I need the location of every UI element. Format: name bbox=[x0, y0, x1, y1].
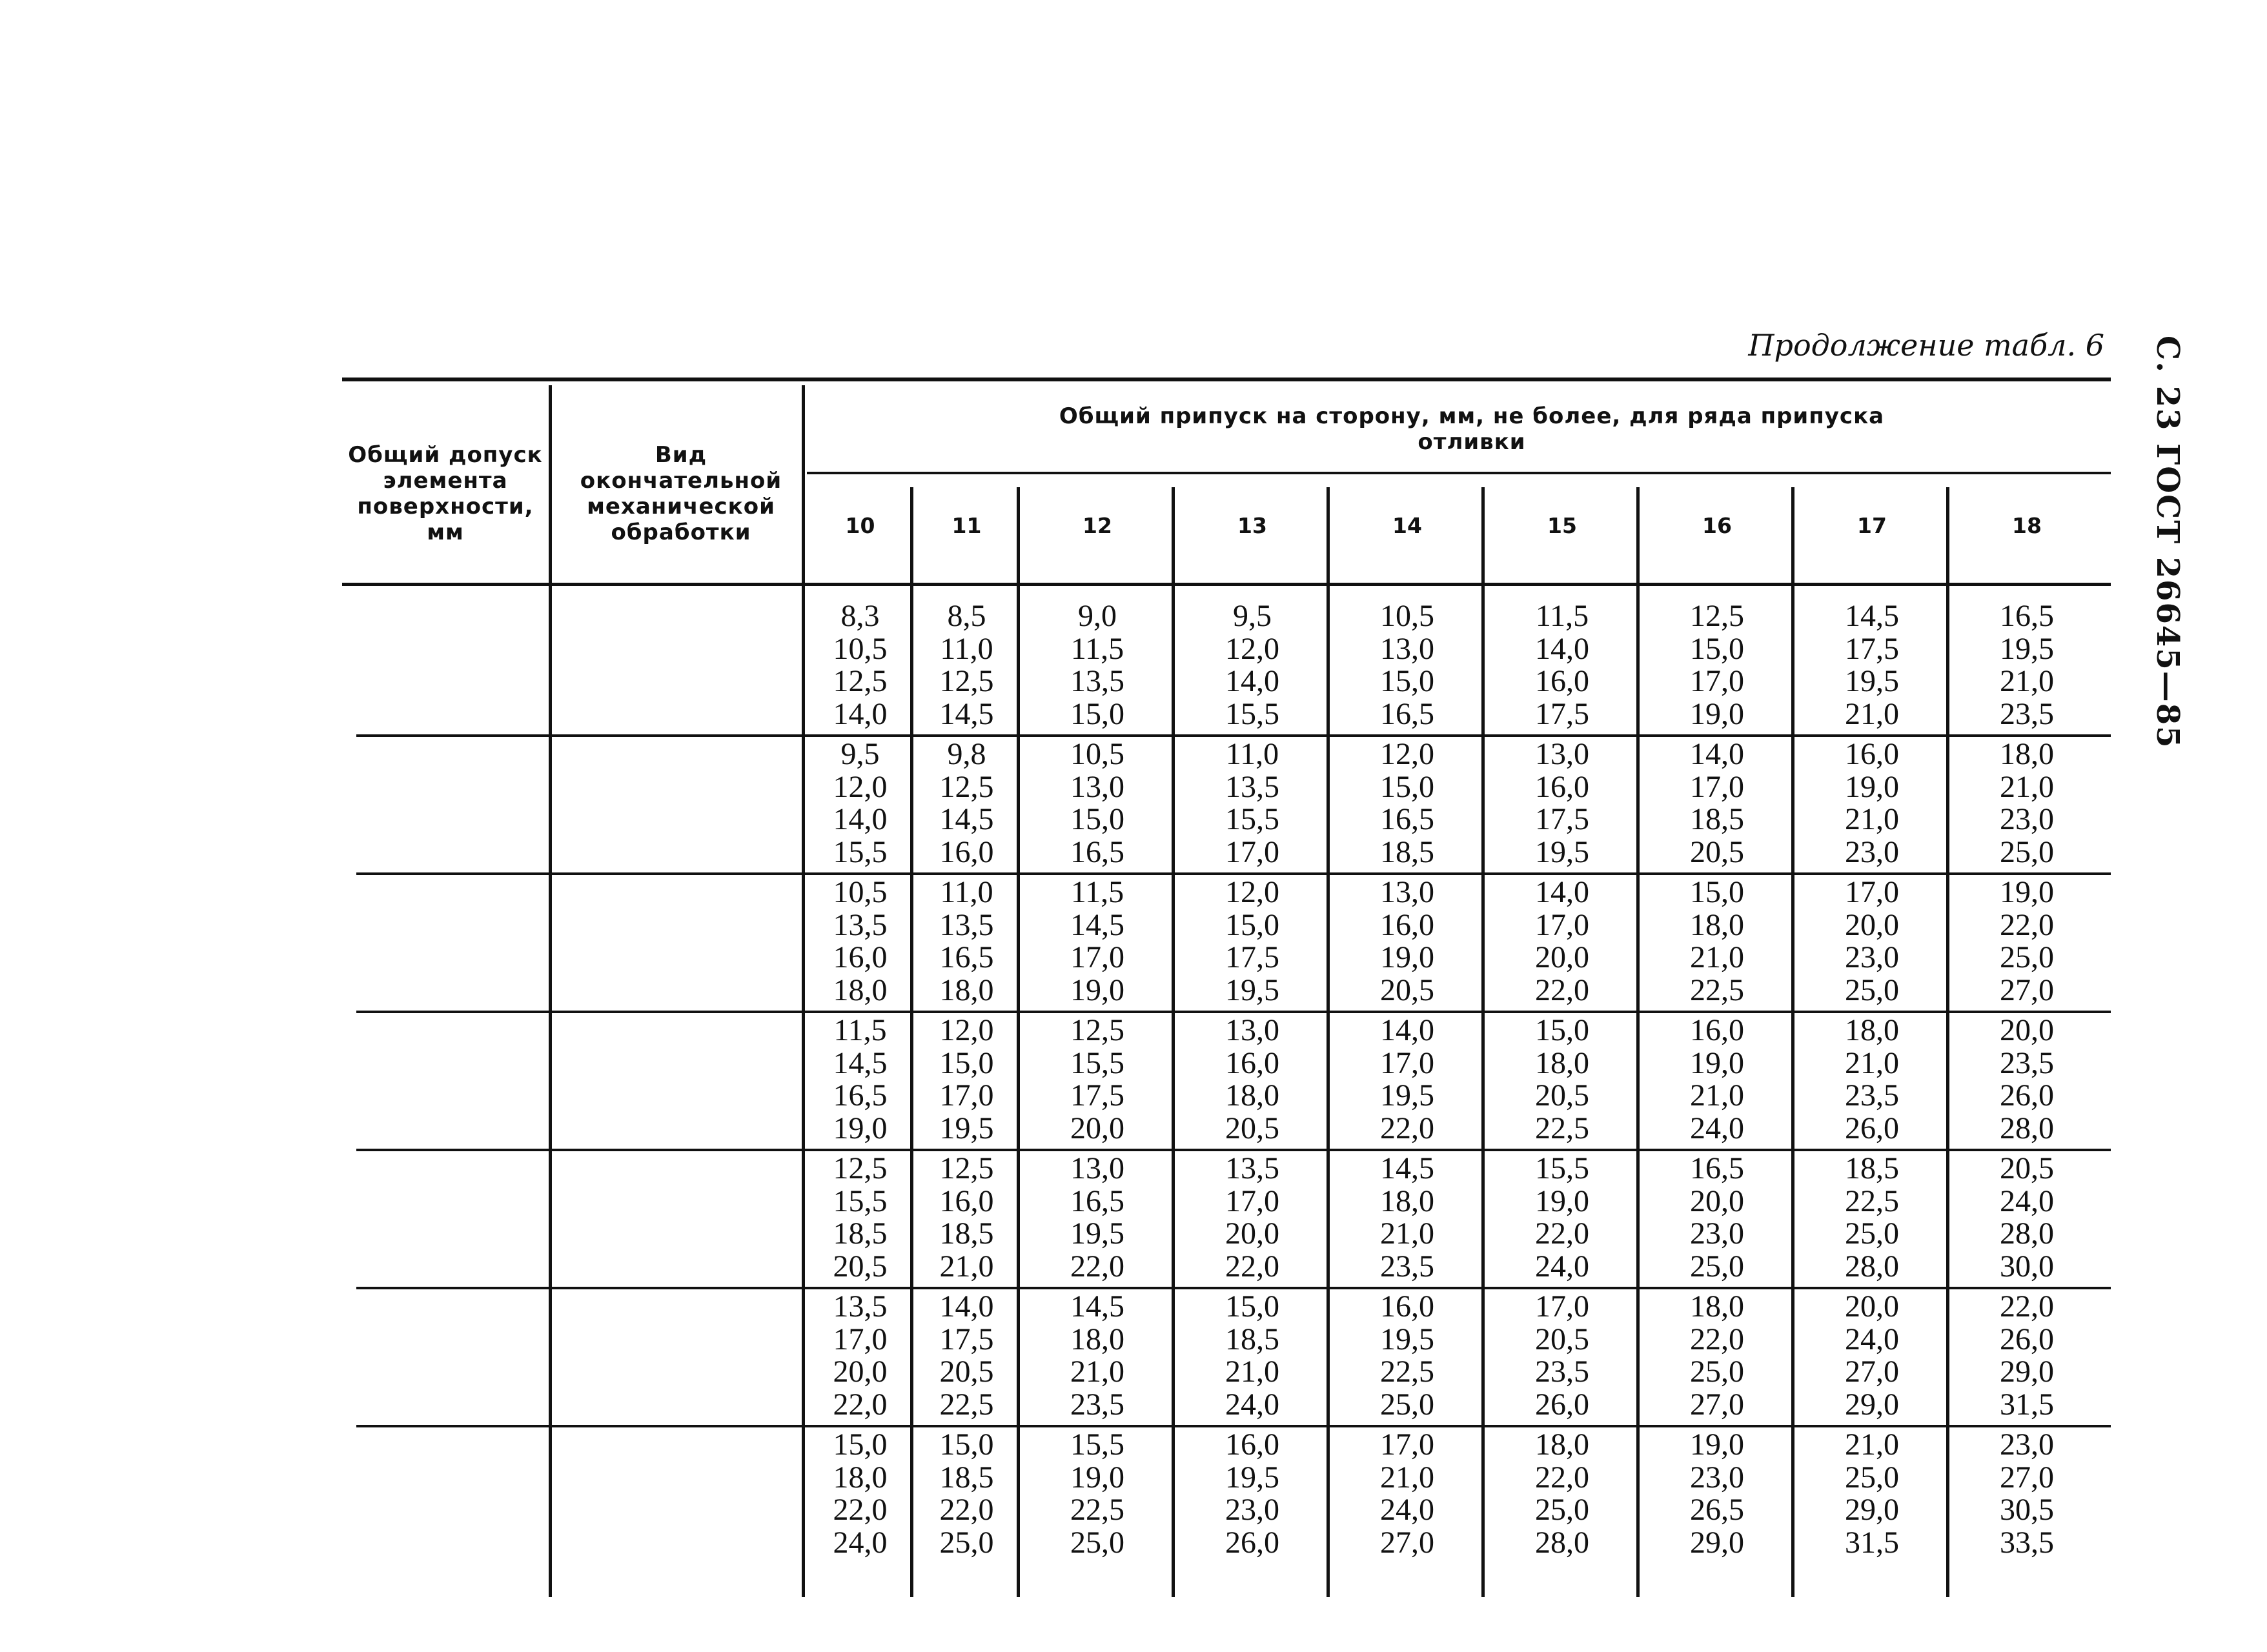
allowance-value: 17,0 bbox=[1845, 875, 1899, 909]
table-caption: Продолжение табл. 6 bbox=[1748, 328, 2104, 363]
allowance-value: 19,0 bbox=[1380, 940, 1434, 974]
allowance-value: 21,0 bbox=[1845, 802, 1899, 836]
allowance-value: 18,5 bbox=[939, 1216, 994, 1251]
allowance-value: 16,0 bbox=[1380, 907, 1434, 942]
allowance-value: 24,0 bbox=[1535, 1249, 1589, 1284]
allowance-value: 14,5 bbox=[833, 1045, 888, 1080]
allowance-value: 22,5 bbox=[1070, 1493, 1124, 1527]
allowance-value: 16,5 bbox=[1690, 1151, 1744, 1185]
allowance-value: 25,0 bbox=[1070, 1525, 1124, 1560]
allowance-value: 22,5 bbox=[939, 1387, 994, 1422]
allowance-value: 23,0 bbox=[1845, 940, 1899, 974]
allowance-value: 23,0 bbox=[2000, 802, 2054, 836]
allowance-value: 19,5 bbox=[1225, 1460, 1279, 1495]
allowance-value: 16,0 bbox=[1535, 769, 1589, 804]
allowance-value: 17,0 bbox=[1535, 907, 1589, 942]
header-tolerance: Общий допуск элемента поверхности, мм bbox=[348, 442, 543, 545]
allowance-value: 24,0 bbox=[1845, 1322, 1899, 1356]
allowance-value: 19,5 bbox=[1380, 1322, 1434, 1356]
allowance-value: 12,5 bbox=[1690, 599, 1744, 633]
allowance-value: 13,5 bbox=[833, 907, 888, 942]
allowance-value: 11,0 bbox=[940, 875, 993, 909]
allowance-value: 27,0 bbox=[1690, 1387, 1744, 1422]
allowance-value: 23,5 bbox=[2000, 1045, 2054, 1080]
series-header: 11 bbox=[951, 513, 982, 538]
allowance-value: 14,5 bbox=[1380, 1151, 1434, 1185]
allowance-value: 28,0 bbox=[1535, 1525, 1589, 1560]
allowance-value: 26,0 bbox=[2000, 1078, 2054, 1113]
allowance-value: 15,0 bbox=[1380, 664, 1434, 698]
allowance-value: 14,0 bbox=[1225, 664, 1279, 698]
allowance-value: 22,0 bbox=[1535, 1216, 1589, 1251]
allowance-value: 13,0 bbox=[1380, 631, 1434, 666]
allowance-value: 17,5 bbox=[1845, 631, 1899, 666]
allowance-value: 15,5 bbox=[1225, 802, 1279, 836]
allowance-value: 12,5 bbox=[833, 1151, 888, 1185]
allowance-value: 15,0 bbox=[1070, 696, 1124, 731]
allowance-value: 9,0 bbox=[1078, 599, 1117, 633]
allowance-value: 13,5 bbox=[833, 1289, 888, 1324]
allowance-value: 22,0 bbox=[1535, 972, 1589, 1007]
allowance-value: 20,5 bbox=[939, 1355, 994, 1389]
allowance-value: 25,0 bbox=[939, 1525, 994, 1560]
allowance-value: 19,0 bbox=[1690, 1045, 1744, 1080]
allowance-value: 22,0 bbox=[1070, 1249, 1124, 1284]
allowance-value: 27,0 bbox=[2000, 972, 2054, 1007]
allowance-value: 17,5 bbox=[1225, 940, 1279, 974]
allowance-value: 11,0 bbox=[940, 631, 993, 666]
allowance-value: 14,0 bbox=[833, 696, 888, 731]
allowance-value: 31,5 bbox=[2000, 1387, 2054, 1422]
allowance-value: 24,0 bbox=[833, 1525, 888, 1560]
allowance-value: 18,5 bbox=[1380, 834, 1434, 869]
allowance-value: 25,0 bbox=[1690, 1249, 1744, 1284]
allowance-value: 23,0 bbox=[1845, 834, 1899, 869]
allowance-value: 18,5 bbox=[939, 1460, 994, 1495]
allowance-value: 18,5 bbox=[833, 1216, 888, 1251]
allowance-value: 11,0 bbox=[1225, 737, 1279, 771]
allowance-value: 16,0 bbox=[1690, 1013, 1744, 1047]
allowance-value: 25,0 bbox=[1690, 1355, 1744, 1389]
allowance-value: 8,3 bbox=[840, 599, 880, 633]
allowance-value: 15,0 bbox=[1535, 1013, 1589, 1047]
allowance-value: 14,0 bbox=[1535, 631, 1589, 666]
allowance-value: 21,0 bbox=[1845, 696, 1899, 731]
allowance-value: 15,0 bbox=[939, 1427, 994, 1462]
allowance-value: 22,5 bbox=[1845, 1184, 1899, 1218]
allowance-value: 21,0 bbox=[2000, 769, 2054, 804]
allowance-value: 17,0 bbox=[833, 1322, 888, 1356]
allowance-value: 28,0 bbox=[1845, 1249, 1899, 1284]
allowance-value: 16,5 bbox=[1380, 802, 1434, 836]
allowance-value: 33,5 bbox=[2000, 1525, 2054, 1560]
allowance-value: 19,5 bbox=[1380, 1078, 1434, 1113]
allowance-value: 24,0 bbox=[2000, 1184, 2054, 1218]
allowance-value: 22,0 bbox=[833, 1387, 888, 1422]
allowance-value: 20,5 bbox=[1380, 972, 1434, 1007]
allowance-value: 16,0 bbox=[833, 940, 888, 974]
allowance-value: 26,5 bbox=[1690, 1493, 1744, 1527]
allowance-value: 13,5 bbox=[1225, 1151, 1279, 1185]
allowance-value: 11,5 bbox=[1535, 599, 1589, 633]
allowance-value: 14,0 bbox=[1380, 1013, 1434, 1047]
allowance-value: 20,5 bbox=[1535, 1322, 1589, 1356]
allowance-value: 19,0 bbox=[833, 1111, 888, 1145]
allowance-value: 12,0 bbox=[1225, 631, 1279, 666]
allowance-value: 31,5 bbox=[1845, 1525, 1899, 1560]
allowance-value: 23,0 bbox=[1225, 1493, 1279, 1527]
allowance-value: 10,5 bbox=[833, 875, 888, 909]
allowance-value: 17,5 bbox=[1070, 1078, 1124, 1113]
allowance-value: 22,5 bbox=[1380, 1355, 1434, 1389]
allowance-value: 17,0 bbox=[1535, 1289, 1589, 1324]
allowance-value: 21,0 bbox=[1225, 1355, 1279, 1389]
header-bottom-rule bbox=[342, 583, 2111, 586]
allowance-value: 15,0 bbox=[1690, 631, 1744, 666]
allowance-value: 26,0 bbox=[2000, 1322, 2054, 1356]
header-machining: Вид окончательной механической обработки bbox=[580, 442, 782, 545]
allowance-value: 21,0 bbox=[1845, 1427, 1899, 1462]
allowance-value: 14,5 bbox=[939, 802, 994, 836]
allowance-value: 16,0 bbox=[1845, 737, 1899, 771]
allowance-value: 17,0 bbox=[1380, 1427, 1434, 1462]
allowance-value: 17,5 bbox=[939, 1322, 994, 1356]
allowance-value: 29,0 bbox=[1690, 1525, 1744, 1560]
series-header: 18 bbox=[2012, 513, 2042, 538]
allowance-value: 22,5 bbox=[1690, 972, 1744, 1007]
allowance-value: 17,5 bbox=[1535, 802, 1589, 836]
allowance-value: 12,5 bbox=[939, 664, 994, 698]
allowance-value: 15,5 bbox=[1070, 1427, 1124, 1462]
allowance-value: 16,0 bbox=[1225, 1045, 1279, 1080]
allowance-value: 8,5 bbox=[947, 599, 986, 633]
allowance-value: 19,0 bbox=[1070, 972, 1124, 1007]
allowance-value: 18,0 bbox=[1535, 1045, 1589, 1080]
allowance-value: 14,0 bbox=[1690, 737, 1744, 771]
allowance-value: 20,0 bbox=[1690, 1184, 1744, 1218]
allowance-value: 19,0 bbox=[1845, 769, 1899, 804]
allowance-value: 22,0 bbox=[1535, 1460, 1589, 1495]
allowance-value: 11,5 bbox=[1070, 631, 1124, 666]
allowance-value: 21,0 bbox=[1690, 1078, 1744, 1113]
allowance-value: 15,0 bbox=[1070, 802, 1124, 836]
allowance-value: 16,5 bbox=[1070, 834, 1124, 869]
allowance-value: 25,0 bbox=[2000, 834, 2054, 869]
allowance-value: 25,0 bbox=[1380, 1387, 1434, 1422]
allowance-value: 18,0 bbox=[833, 1460, 888, 1495]
allowance-value: 20,5 bbox=[1535, 1078, 1589, 1113]
allowance-value: 15,0 bbox=[1380, 769, 1434, 804]
allowance-value: 16,0 bbox=[1225, 1427, 1279, 1462]
allowance-value: 13,0 bbox=[1070, 1151, 1124, 1185]
allowance-value: 23,5 bbox=[1845, 1078, 1899, 1113]
allowance-value: 19,0 bbox=[1535, 1184, 1589, 1218]
series-header: 10 bbox=[845, 513, 875, 538]
allowance-value: 12,0 bbox=[1225, 875, 1279, 909]
allowance-value: 18,0 bbox=[1535, 1427, 1589, 1462]
allowance-value: 11,5 bbox=[833, 1013, 887, 1047]
allowance-value: 29,0 bbox=[1845, 1493, 1899, 1527]
allowance-value: 19,5 bbox=[1070, 1216, 1124, 1251]
allowance-value: 22,0 bbox=[939, 1493, 994, 1527]
allowance-value: 13,0 bbox=[1225, 1013, 1279, 1047]
allowance-value: 12,0 bbox=[833, 769, 888, 804]
allowance-value: 14,0 bbox=[833, 802, 888, 836]
allowance-value: 23,5 bbox=[1070, 1387, 1124, 1422]
allowance-value: 18,0 bbox=[939, 972, 994, 1007]
allowance-value: 28,0 bbox=[2000, 1216, 2054, 1251]
allowance-value: 16,0 bbox=[1535, 664, 1589, 698]
allowance-value: 18,0 bbox=[1845, 1013, 1899, 1047]
allowance-value: 17,0 bbox=[1225, 1184, 1279, 1218]
allowance-value: 28,0 bbox=[2000, 1111, 2054, 1145]
allowance-value: 19,0 bbox=[1070, 1460, 1124, 1495]
allowance-value: 25,0 bbox=[1845, 972, 1899, 1007]
allowance-value: 18,5 bbox=[1845, 1151, 1899, 1185]
allowance-value: 20,0 bbox=[1535, 940, 1589, 974]
allowance-value: 12,5 bbox=[833, 664, 888, 698]
allowance-value: 16,0 bbox=[1380, 1289, 1434, 1324]
allowance-value: 20,5 bbox=[1690, 834, 1744, 869]
col-rule-machining bbox=[802, 385, 805, 1597]
allowance-value: 19,5 bbox=[1225, 972, 1279, 1007]
allowance-value: 29,0 bbox=[1845, 1387, 1899, 1422]
allowance-value: 23,5 bbox=[2000, 696, 2054, 731]
allowance-value: 23,0 bbox=[1690, 1216, 1744, 1251]
allowance-value: 18,0 bbox=[1070, 1322, 1124, 1356]
allowance-value: 9,8 bbox=[947, 737, 986, 771]
page-side-label: С. 23 ГОСТ 26645—85 bbox=[2150, 336, 2186, 749]
allowance-value: 10,5 bbox=[833, 631, 888, 666]
allowance-value: 16,5 bbox=[2000, 599, 2054, 633]
allowance-value: 13,5 bbox=[939, 907, 994, 942]
allowance-value: 23,5 bbox=[1535, 1355, 1589, 1389]
allowance-value: 17,0 bbox=[1380, 1045, 1434, 1080]
allowance-value: 26,0 bbox=[1535, 1387, 1589, 1422]
allowance-value: 19,0 bbox=[1690, 696, 1744, 731]
allowance-value: 14,0 bbox=[939, 1289, 994, 1324]
header-allowance: Общий припуск на сторону, мм, не более, для ряда припуска отливки bbox=[1059, 403, 1885, 455]
allowance-value: 15,5 bbox=[1535, 1151, 1589, 1185]
allowance-value: 25,0 bbox=[1845, 1216, 1899, 1251]
allowance-value: 30,0 bbox=[2000, 1249, 2054, 1284]
allowance-value: 23,0 bbox=[1690, 1460, 1744, 1495]
allowance-value: 19,5 bbox=[1535, 834, 1589, 869]
allowance-value: 14,5 bbox=[939, 696, 994, 731]
allowance-value: 26,0 bbox=[1845, 1111, 1899, 1145]
allowance-value: 15,0 bbox=[1225, 907, 1279, 942]
series-header: 14 bbox=[1392, 513, 1422, 538]
allowance-value: 18,5 bbox=[1690, 802, 1744, 836]
allowance-value: 15,5 bbox=[1225, 696, 1279, 731]
allowance-value: 14,5 bbox=[1070, 1289, 1124, 1324]
allowance-value: 21,0 bbox=[1845, 1045, 1899, 1080]
allowance-value: 27,0 bbox=[1845, 1355, 1899, 1389]
allowance-value: 23,5 bbox=[1380, 1249, 1434, 1284]
allowance-value: 16,0 bbox=[939, 1184, 994, 1218]
allowance-value: 21,0 bbox=[2000, 664, 2054, 698]
allowance-value: 13,0 bbox=[1535, 737, 1589, 771]
allowance-value: 20,0 bbox=[1070, 1111, 1124, 1145]
subheader-rule bbox=[807, 472, 2111, 474]
allowance-value: 25,0 bbox=[1535, 1493, 1589, 1527]
allowance-value: 23,0 bbox=[2000, 1427, 2054, 1462]
allowance-value: 20,5 bbox=[1225, 1111, 1279, 1145]
allowance-value: 18,0 bbox=[1690, 907, 1744, 942]
allowance-value: 20,0 bbox=[2000, 1013, 2054, 1047]
series-header: 15 bbox=[1547, 513, 1577, 538]
allowance-value: 18,0 bbox=[1380, 1184, 1434, 1218]
allowance-value: 20,0 bbox=[1845, 907, 1899, 942]
allowance-value: 21,0 bbox=[939, 1249, 994, 1284]
series-header: 17 bbox=[1857, 513, 1887, 538]
allowance-value: 18,0 bbox=[1225, 1078, 1279, 1113]
allowance-value: 19,0 bbox=[2000, 875, 2054, 909]
allowance-value: 12,0 bbox=[1380, 737, 1434, 771]
allowance-value: 22,0 bbox=[833, 1493, 888, 1527]
allowance-value: 21,0 bbox=[1380, 1216, 1434, 1251]
allowance-value: 9,5 bbox=[1233, 599, 1272, 633]
allowance-value: 14,5 bbox=[1070, 907, 1124, 942]
allowance-value: 16,5 bbox=[833, 1078, 888, 1113]
allowance-value: 9,5 bbox=[840, 737, 880, 771]
allowance-value: 24,0 bbox=[1690, 1111, 1744, 1145]
allowance-value: 12,5 bbox=[1070, 1013, 1124, 1047]
allowance-value: 12,5 bbox=[939, 769, 994, 804]
allowance-value: 13,5 bbox=[1225, 769, 1279, 804]
allowance-value: 11,5 bbox=[1070, 875, 1124, 909]
allowance-value: 20,5 bbox=[833, 1249, 888, 1284]
allowance-value: 21,0 bbox=[1070, 1355, 1124, 1389]
allowance-value: 17,5 bbox=[1535, 696, 1589, 731]
allowance-value: 21,0 bbox=[1380, 1460, 1434, 1495]
allowance-value: 10,5 bbox=[1070, 737, 1124, 771]
allowance-value: 25,0 bbox=[2000, 940, 2054, 974]
allowance-value: 22,0 bbox=[1380, 1111, 1434, 1145]
allowance-value: 25,0 bbox=[1845, 1460, 1899, 1495]
allowance-value: 24,0 bbox=[1225, 1387, 1279, 1422]
allowance-value: 15,0 bbox=[939, 1045, 994, 1080]
series-header: 12 bbox=[1083, 513, 1112, 538]
series-header: 16 bbox=[1702, 513, 1732, 538]
allowance-value: 15,0 bbox=[1225, 1289, 1279, 1324]
allowance-value: 20,5 bbox=[2000, 1151, 2054, 1185]
allowance-value: 20,0 bbox=[1845, 1289, 1899, 1324]
allowance-value: 29,0 bbox=[2000, 1355, 2054, 1389]
allowance-value: 15,0 bbox=[1690, 875, 1744, 909]
allowance-value: 22,0 bbox=[2000, 1289, 2054, 1324]
allowance-value: 17,0 bbox=[1690, 664, 1744, 698]
allowance-value: 13,5 bbox=[1070, 664, 1124, 698]
allowance-value: 19,0 bbox=[1690, 1427, 1744, 1462]
allowance-value: 16,5 bbox=[1070, 1184, 1124, 1218]
allowance-value: 18,0 bbox=[2000, 737, 2054, 771]
allowance-value: 20,0 bbox=[833, 1355, 888, 1389]
allowance-value: 12,5 bbox=[939, 1151, 994, 1185]
allowance-value: 19,5 bbox=[939, 1111, 994, 1145]
allowance-value: 18,0 bbox=[1690, 1289, 1744, 1324]
col-rule-tolerance bbox=[549, 385, 552, 1597]
allowance-value: 17,0 bbox=[1225, 834, 1279, 869]
allowance-value: 13,0 bbox=[1380, 875, 1434, 909]
allowance-value: 19,5 bbox=[1845, 664, 1899, 698]
allowance-value: 26,0 bbox=[1225, 1525, 1279, 1560]
allowance-value: 21,0 bbox=[1690, 940, 1744, 974]
allowance-value: 17,0 bbox=[1690, 769, 1744, 804]
allowance-value: 15,5 bbox=[1070, 1045, 1124, 1080]
allowance-value: 17,0 bbox=[1070, 940, 1124, 974]
allowance-value: 16,5 bbox=[939, 940, 994, 974]
allowance-value: 16,0 bbox=[939, 834, 994, 869]
allowance-value: 30,5 bbox=[2000, 1493, 2054, 1527]
allowance-value: 22,5 bbox=[1535, 1111, 1589, 1145]
allowance-value: 22,0 bbox=[2000, 907, 2054, 942]
allowance-value: 14,0 bbox=[1535, 875, 1589, 909]
allowance-table bbox=[342, 378, 2111, 1597]
allowance-value: 18,0 bbox=[833, 972, 888, 1007]
allowance-value: 24,0 bbox=[1380, 1493, 1434, 1527]
allowance-value: 15,0 bbox=[833, 1427, 888, 1462]
allowance-value: 12,0 bbox=[939, 1013, 994, 1047]
allowance-value: 10,5 bbox=[1380, 599, 1434, 633]
allowance-value: 18,5 bbox=[1225, 1322, 1279, 1356]
allowance-value: 27,0 bbox=[2000, 1460, 2054, 1495]
table-top-rule bbox=[342, 378, 2111, 381]
allowance-value: 15,5 bbox=[833, 1184, 888, 1218]
allowance-value: 14,5 bbox=[1845, 599, 1899, 633]
allowance-value: 20,0 bbox=[1225, 1216, 1279, 1251]
allowance-value: 13,0 bbox=[1070, 769, 1124, 804]
allowance-value: 22,0 bbox=[1690, 1322, 1744, 1356]
allowance-value: 15,5 bbox=[833, 834, 888, 869]
allowance-value: 27,0 bbox=[1380, 1525, 1434, 1560]
allowance-value: 17,0 bbox=[939, 1078, 994, 1113]
allowance-value: 19,5 bbox=[2000, 631, 2054, 666]
series-header: 13 bbox=[1237, 513, 1267, 538]
allowance-value: 16,5 bbox=[1380, 696, 1434, 731]
allowance-value: 22,0 bbox=[1225, 1249, 1279, 1284]
